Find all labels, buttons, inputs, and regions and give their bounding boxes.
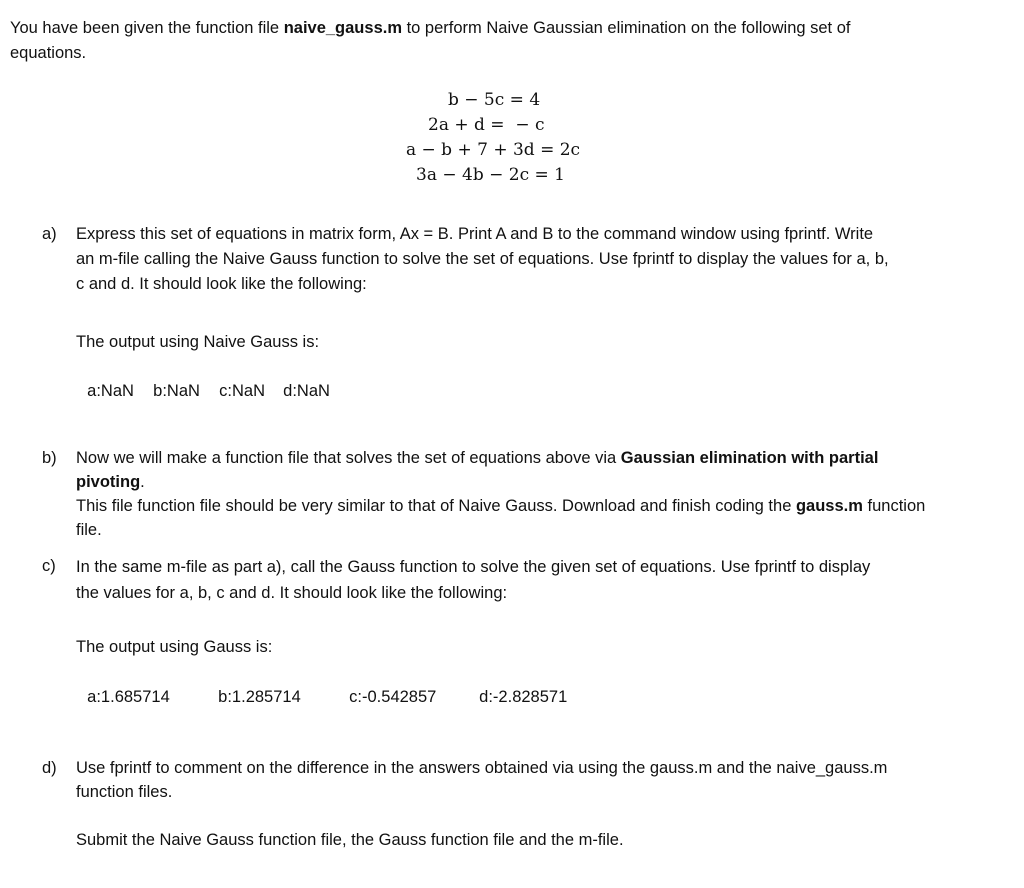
part-b-period: . bbox=[140, 473, 145, 491]
part-d-line-2: function files. bbox=[76, 783, 173, 801]
equation-4: 3a − 4b − 2c = 1 bbox=[416, 165, 565, 185]
part-b-line-3: This file function file should be very similar to that of Naive Gauss. Download and finish coding the bbox=[76, 497, 796, 515]
part-a-text bbox=[76, 222, 996, 297]
naive-value-d: d:NaN bbox=[283, 382, 330, 400]
part-b-bold: Gaussian elimination with partial bbox=[620, 449, 879, 467]
part-c-label: c) bbox=[42, 557, 56, 575]
part-d-text bbox=[76, 756, 996, 804]
part-a-line-3: c and d. It should look like the following: bbox=[76, 275, 367, 293]
part-b-text bbox=[76, 446, 996, 542]
part-a-line-2: an m-file calling the Naive Gauss function to solve the set of equations. Use fprintf to display the values for a, b, bbox=[76, 250, 889, 268]
naive-value-b: b:NaN bbox=[153, 382, 200, 400]
naive-output-title: The output using Naive Gauss is: bbox=[76, 333, 320, 351]
intro-filename: naive_gauss.m bbox=[283, 19, 402, 37]
part-c-text bbox=[76, 554, 996, 606]
gauss-output-values bbox=[78, 661, 567, 709]
equation-1: b − 5c = 4 bbox=[448, 90, 541, 110]
part-d-label: d) bbox=[42, 759, 57, 777]
intro-text: You have been given the function file bbox=[10, 19, 284, 37]
naive-output-values bbox=[78, 355, 330, 403]
gauss-value-a: a:1.685714 bbox=[87, 688, 170, 706]
gauss-value-b: b:1.285714 bbox=[218, 688, 301, 706]
equation-2: 2a + d = − c bbox=[428, 115, 545, 135]
part-a-label: a) bbox=[42, 225, 57, 243]
part-b-line-3-end: function bbox=[862, 497, 926, 515]
equation-3: a − b + 7 + 3d = 2c bbox=[406, 140, 581, 160]
gauss-value-d: d:-2.828571 bbox=[479, 688, 568, 706]
part-c-line-1: In the same m-file as part a), call the Gauss function to solve the given set of equations. Use fprintf to display bbox=[76, 558, 871, 576]
intro-text-end: to perform Naive Gaussian elimination on the following set of bbox=[402, 19, 851, 37]
part-b-label: b) bbox=[42, 449, 57, 467]
intro-line bbox=[10, 16, 850, 40]
gauss-output-title: The output using Gauss is: bbox=[76, 638, 273, 656]
part-b-bold-2: pivoting bbox=[76, 473, 141, 491]
submit-instructions: Submit the Naive Gauss function file, the Gauss function file and the m-file. bbox=[76, 831, 624, 849]
part-a-line-1: Express this set of equations in matrix form, Ax = B. Print A and B to the command window using fprintf. Write bbox=[76, 225, 874, 243]
part-b-gauss-file: gauss.m bbox=[795, 497, 863, 515]
part-d-line-1: Use fprintf to comment on the difference in the answers obtained via using the gauss.m and the naive_gauss.m bbox=[76, 759, 888, 777]
part-b-line-1: Now we will make a function file that solves the set of equations above via bbox=[76, 449, 621, 467]
gauss-value-c: c:-0.542857 bbox=[349, 688, 437, 706]
intro-line-2: equations. bbox=[10, 44, 87, 62]
naive-value-a: a:NaN bbox=[87, 382, 134, 400]
part-b-line-4: file. bbox=[76, 521, 102, 539]
naive-value-c: c:NaN bbox=[219, 382, 266, 400]
part-c-line-2: the values for a, b, c and d. It should look like the following: bbox=[76, 584, 508, 602]
